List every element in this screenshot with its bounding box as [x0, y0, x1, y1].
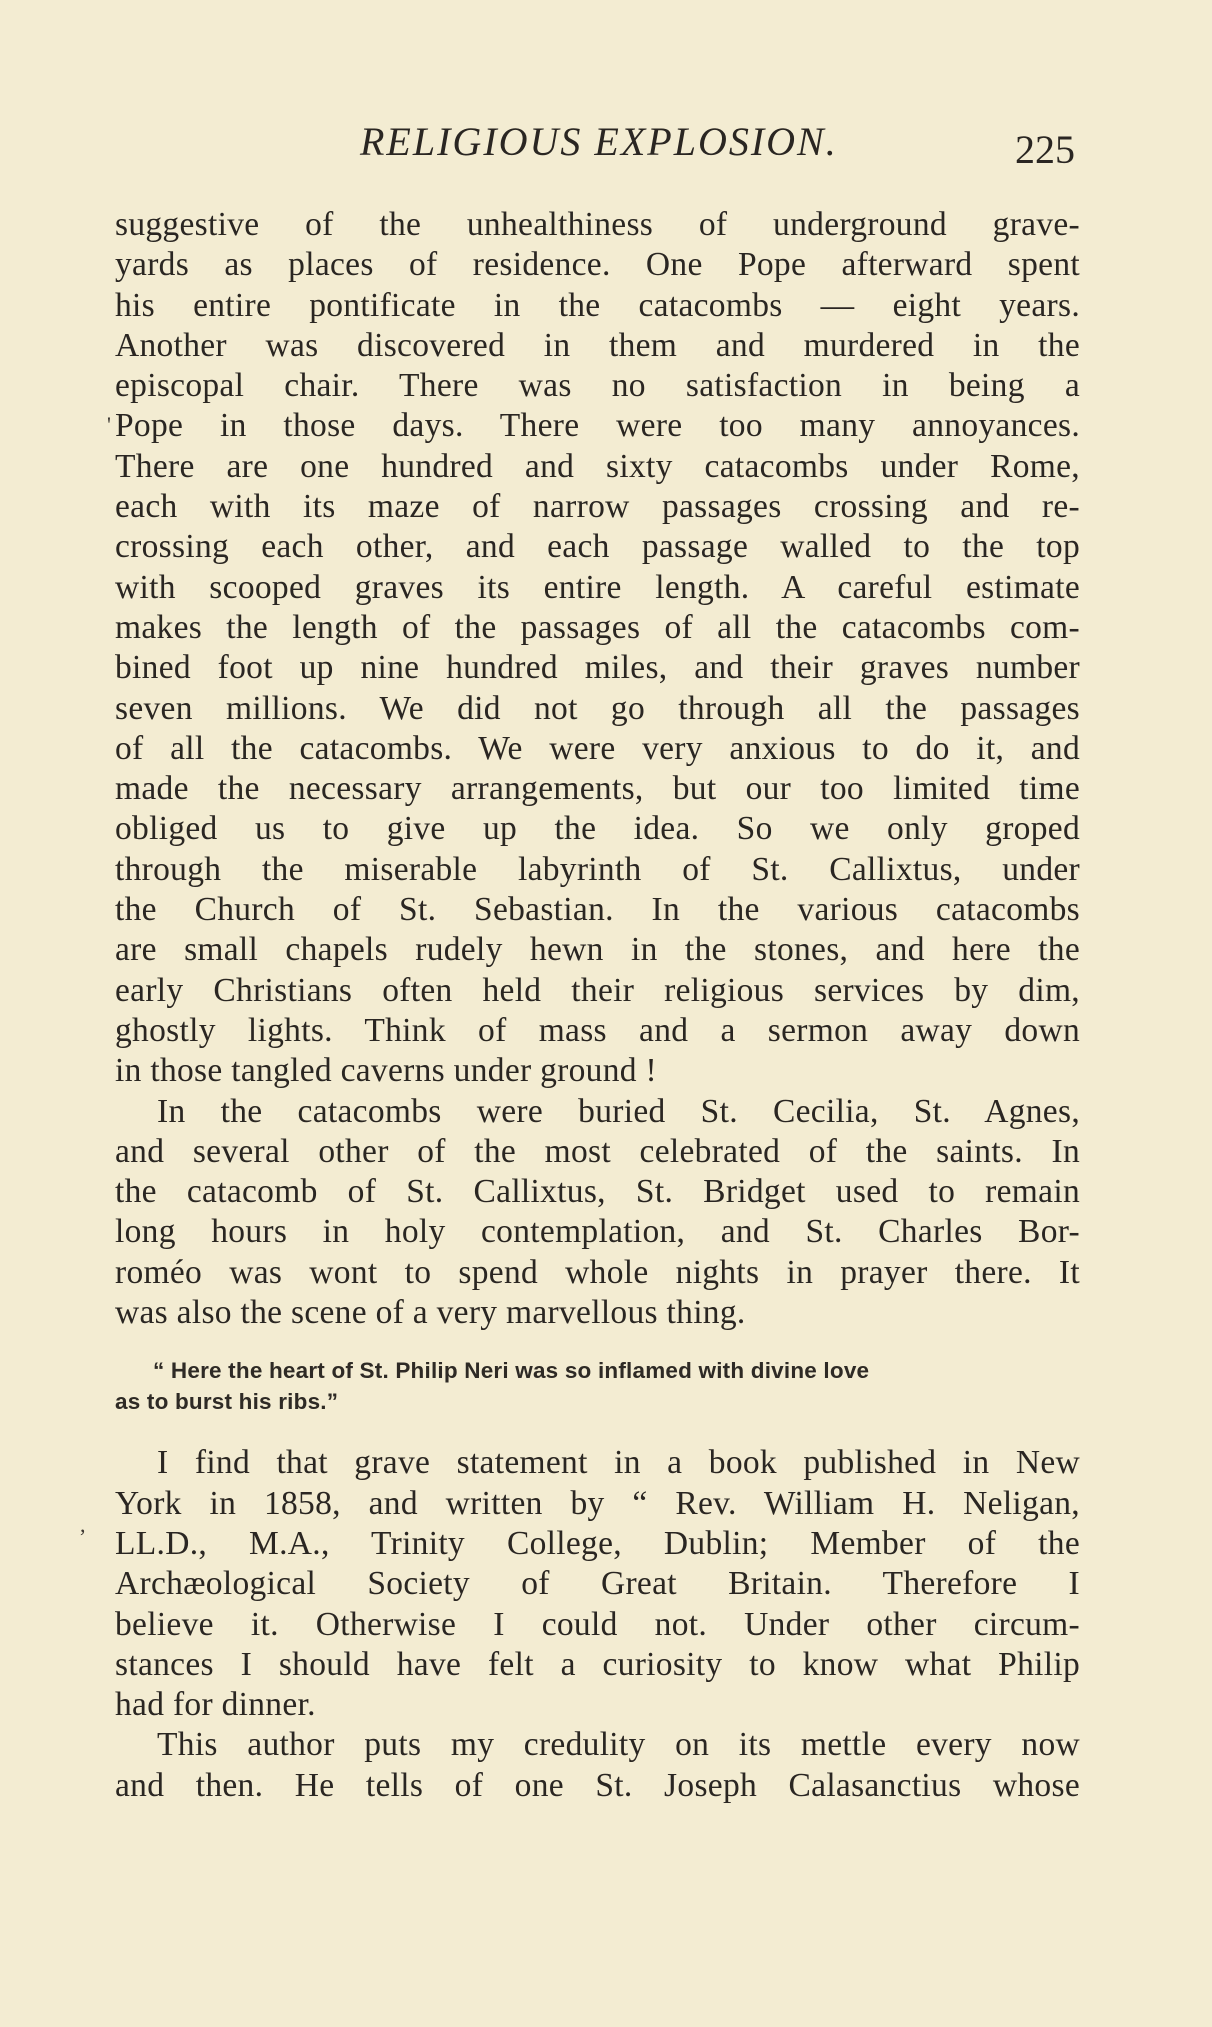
text-line: Archæological Society of Great Britain. Therefore I	[115, 1565, 1080, 1603]
text-line: in those tangled caverns under ground !	[115, 1052, 657, 1090]
text-line: made the necessary arrangements, but our too limited time	[115, 770, 1080, 808]
text-line: the catacomb of St. Callixtus, St. Bridget used to remain	[115, 1173, 1080, 1211]
text-line: are small chapels rudely hewn in the stones, and here the	[115, 931, 1080, 969]
text-line: and several other of the most celebrated of the saints. In	[115, 1132, 1080, 1170]
text-line: was also the scene of a very marvellous thing.	[115, 1294, 746, 1332]
text-line: the Church of St. Sebastian. In the various catacombs	[115, 891, 1080, 929]
text-line: with scooped graves its entire length. A careful estimate	[115, 568, 1080, 606]
text-line: of all the catacombs. We were very anxious to do it, and	[115, 729, 1080, 767]
stray-ink-mark: '	[107, 412, 111, 437]
quotation-line: “ Here the heart of St. Philip Neri was so inflamed with divine love	[153, 1358, 870, 1384]
text-line: LL.D., M.A., Trinity College, Dublin; Member of the	[115, 1524, 1080, 1562]
text-line: bined foot up nine hundred miles, and their graves number	[115, 649, 1080, 687]
text-line: I find that grave statement in a book published in New	[157, 1444, 1080, 1482]
text-line: There are one hundred and sixty catacombs under Rome,	[115, 447, 1080, 485]
text-line: early Christians often held their religious services by dim,	[115, 971, 1080, 1009]
text-line: stances I should have felt a curiosity to know what Philip	[115, 1645, 1080, 1683]
paragraph-3	[115, 1443, 1080, 1725]
block-quotation	[115, 1355, 1080, 1417]
text-line: crossing each other, and each passage walled to the top	[115, 528, 1080, 566]
text-line: through the miserable labyrinth of St. Callixtus, under	[115, 850, 1080, 888]
paragraph-4	[115, 1725, 1080, 1806]
text-line: roméo was wont to spend whole nights in prayer there. It	[115, 1253, 1080, 1291]
stray-ink-mark: ,	[80, 1512, 86, 1537]
text-line: In the catacombs were buried St. Cecilia, St. Agnes,	[157, 1092, 1080, 1130]
text-line: suggestive of the unhealthiness of underground grave-	[115, 206, 1080, 243]
running-title: RELIGIOUS EXPLOSION.	[360, 119, 838, 164]
paragraph-1	[115, 205, 1080, 1092]
text-line: Another was discovered in them and murdered in the	[115, 326, 1080, 364]
text-line: seven millions. We did not go through all the passages	[115, 689, 1080, 727]
text-line: his entire pontificate in the catacombs — eight years.	[115, 286, 1080, 324]
text-line: This author puts my credulity on its mettle every now	[157, 1726, 1080, 1764]
text-line: makes the length of the passages of all the catacombs com-	[115, 608, 1080, 646]
text-line: had for dinner.	[115, 1686, 316, 1724]
text-line: Pope in those days. There were too many annoyances.	[115, 407, 1080, 445]
quotation-line: as to burst his ribs.”	[115, 1389, 339, 1415]
text-line: long hours in holy contemplation, and St. Charles Bor-	[115, 1213, 1080, 1251]
text-line: each with its maze of narrow passages crossing and re-	[115, 488, 1080, 526]
paragraph-2	[115, 1092, 1080, 1334]
text-line: York in 1858, and written by “ Rev. William H. Neligan,	[115, 1484, 1080, 1522]
text-line: ghostly lights. Think of mass and a sermon away down	[115, 1011, 1080, 1049]
text-line: and then. He tells of one St. Joseph Calasanctius whose	[115, 1766, 1080, 1804]
body-text	[115, 205, 1080, 1806]
text-line: obliged us to give up the idea. So we only groped	[115, 810, 1080, 848]
text-line: yards as places of residence. One Pope afterward spent	[115, 246, 1080, 284]
text-line: believe it. Otherwise I could not. Under other circum-	[115, 1605, 1080, 1643]
page-number: 225	[1015, 127, 1075, 172]
text-line: episcopal chair. There was no satisfaction in being a	[115, 367, 1080, 405]
